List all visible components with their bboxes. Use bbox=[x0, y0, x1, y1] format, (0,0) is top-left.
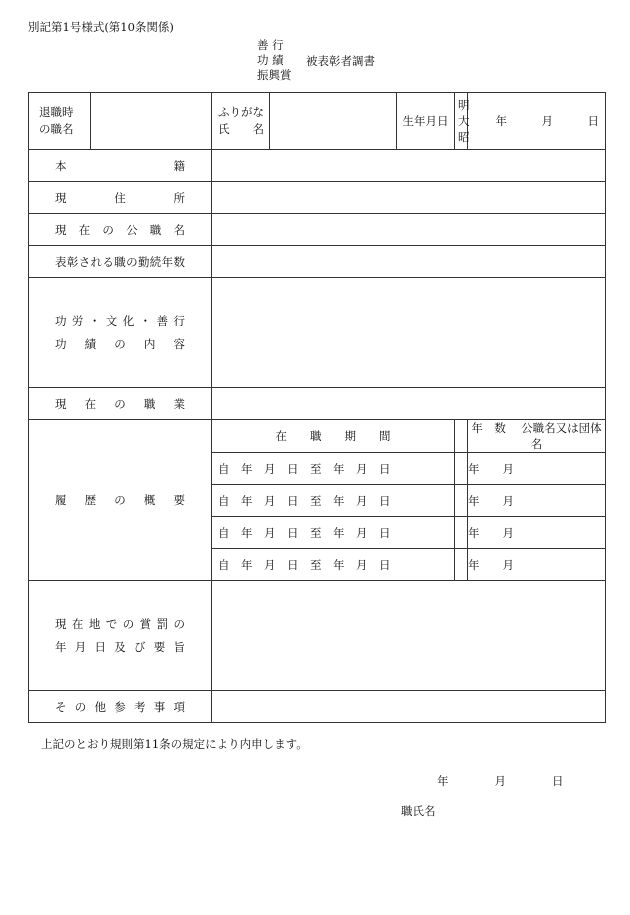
award-type-promotion: 振興賞 bbox=[257, 68, 292, 82]
reward-punishment-field[interactable] bbox=[212, 581, 606, 691]
history-years-org-headers bbox=[468, 420, 606, 453]
history-years-field[interactable]: 年 月 bbox=[468, 517, 606, 549]
survey-form-table bbox=[28, 92, 606, 723]
history-period-header: 在 職 期 間 bbox=[212, 420, 455, 453]
history-period-field[interactable]: 自 年 月 日 至 年 月 日 bbox=[212, 549, 455, 581]
history-period-field[interactable]: 自 年 月 日 至 年 月 日 bbox=[212, 485, 455, 517]
history-years-field[interactable]: 年 月 bbox=[468, 453, 606, 485]
reward-punishment-label: 現在地での賞罰の 年月日及び要旨 bbox=[29, 581, 212, 691]
domicile-label: 本籍 bbox=[29, 150, 212, 182]
occupation-label: 現在の職業 bbox=[29, 388, 212, 420]
submission-date[interactable]: 年 月 日 bbox=[437, 774, 564, 788]
birthdate-label: 生年月日 bbox=[397, 93, 455, 150]
history-org-header: 公職名又は団体名 bbox=[521, 421, 602, 451]
award-type-merit: 功 績 bbox=[257, 53, 284, 67]
birthdate-field[interactable]: 年 月 日 bbox=[468, 93, 606, 150]
retire-post-field[interactable] bbox=[91, 93, 212, 150]
history-label: 履歴の概要 bbox=[29, 420, 212, 581]
history-years-field[interactable]: 年 月 bbox=[468, 485, 606, 517]
address-label: 現住所 bbox=[29, 182, 212, 214]
row-basic-info bbox=[29, 93, 606, 150]
service-years-label: 表彰される職の勤続年数 bbox=[29, 246, 212, 278]
occupation-field[interactable] bbox=[212, 388, 606, 420]
era-choices[interactable]: 明 大 昭 bbox=[455, 93, 468, 150]
history-years-field[interactable]: 年 月 bbox=[468, 549, 606, 581]
name-label: ふりがな 氏 名 bbox=[212, 93, 270, 150]
merit-content-label: 功労・文化・善行 功績の内容 bbox=[29, 278, 212, 388]
form-number-note: 別記第1号様式(第10条関係) bbox=[28, 20, 174, 34]
signer-name-label[interactable]: 職氏名 bbox=[401, 804, 436, 818]
domicile-field[interactable] bbox=[212, 150, 606, 182]
history-period-field[interactable]: 自 年 月 日 至 年 月 日 bbox=[212, 517, 455, 549]
other-notes-label: その他参考事項 bbox=[29, 691, 212, 723]
history-years-header: 年 数 bbox=[471, 421, 506, 435]
public-office-label: 現在の公職名 bbox=[29, 214, 212, 246]
history-period-field[interactable]: 自 年 月 日 至 年 月 日 bbox=[212, 453, 455, 485]
retire-post-label: 退職時 の職名 bbox=[29, 93, 91, 150]
service-years-field[interactable] bbox=[212, 246, 606, 278]
submission-statement: 上記のとおり規則第11条の規定により内申します。 bbox=[41, 737, 308, 751]
name-field[interactable] bbox=[270, 93, 397, 150]
public-office-field[interactable] bbox=[212, 214, 606, 246]
history-years-header-spacer bbox=[455, 420, 468, 453]
award-type-stack bbox=[257, 38, 292, 83]
address-field[interactable] bbox=[212, 182, 606, 214]
merit-content-field[interactable] bbox=[212, 278, 606, 388]
page-title: 被表彰者調書 bbox=[306, 54, 375, 68]
other-notes-field[interactable] bbox=[212, 691, 606, 723]
award-type-good-deeds: 善 行 bbox=[257, 38, 284, 52]
